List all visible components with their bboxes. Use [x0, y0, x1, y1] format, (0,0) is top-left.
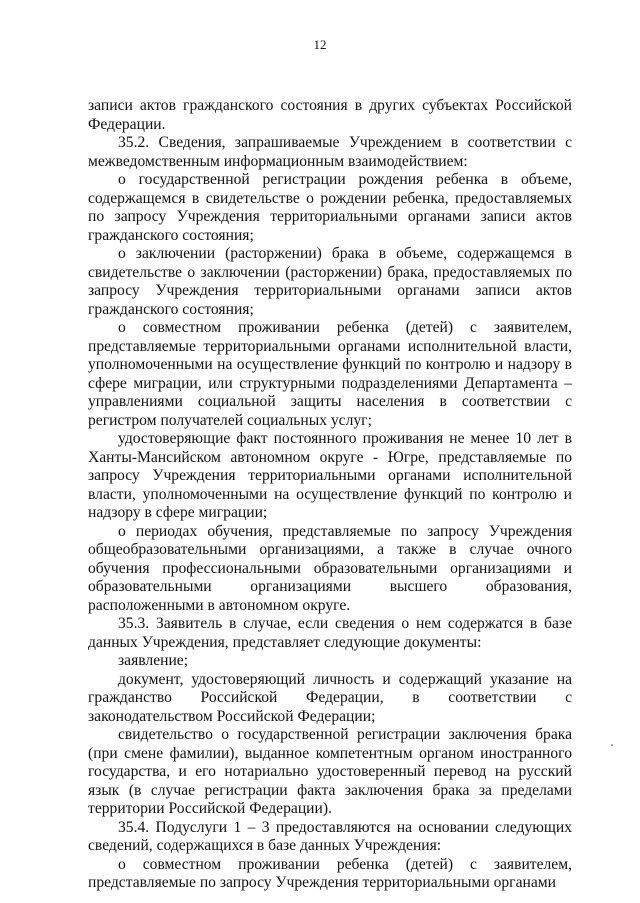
- page-number: 12: [313, 37, 327, 52]
- list-item-paragraph: о заключении (расторжении) брака в объеме, содержащемся в свидетельстве о заключении (расторжении) брака, предоставляемых по запросу Учреждения территориальными органами записи актов гражданского состояния;: [88, 245, 572, 318]
- list-item-paragraph: заявление;: [118, 652, 189, 669]
- document-body: [88, 97, 572, 893]
- list-item-paragraph: о совместном проживании ребенка (детей) с заявителем, представляемые территориальными органами исполнительной власти, уполномоченными на осуществление функций по контролю и надзору в сфере миграции, или структурными подразделениями Департамента – управлениями социальной защиты населения в соответствии с регистром получателей социальных услуг;: [88, 319, 572, 429]
- list-item-paragraph: о периодах обучения, представляемые по запросу Учреждения общеобразовательными организациями, а также в случае очного обучения профессиональными образовательными организациями и образовательными организациями высшего образования, расположенными в автономном округе.: [88, 522, 572, 614]
- paragraph-35-3: 35.3. Заявитель в случае, если сведения о нем содержатся в базе данных Учреждения, представляет следующие документы:: [88, 615, 572, 651]
- paragraph-35-4: 35.4. Подуслуги 1 – 3 предоставляются на основании следующих сведений, содержащихся в базе данных Учреждения:: [88, 818, 572, 854]
- scan-speck: [611, 744, 613, 746]
- list-item-paragraph: свидетельство о государственной регистрации заключения брака (при смене фамилии), выданное компетентным органом иностранного государства, и его нотариально удостоверенный перевод на русский язык (в случае регистрации факта заключения брака за пределами территории Российской Федерации).: [88, 726, 572, 817]
- list-item-paragraph: о государственной регистрации рождения ребенка в объеме, содержащемся в свидетельстве о рождении ребенка, предоставляемых по запросу Учреждения территориальными органами записи актов гражданского состояния;: [88, 171, 572, 244]
- list-item-paragraph: документ, удостоверяющий личность и содержащий указание на гражданство Российской Федерации, в соответствии с законодательством Российской Федерации;: [88, 670, 572, 725]
- list-item-paragraph: о совместном проживании ребенка (детей) с заявителем, представляемые по запросу Учреждения территориальными органами: [88, 855, 572, 891]
- list-item-paragraph: удостоверяющие факт постоянного проживания не менее 10 лет в Ханты-Мансийском автономном округе - Югре, представляемые по запросу Учреждения территориальными органами исполнительной власти, уполномоченными на осуществление функций по контролю и надзору в сфере миграции;: [88, 430, 572, 521]
- paragraph-35-2: 35.2. Сведения, запрашиваемые Учреждением в соответствии с межведомственным информационным взаимодействием:: [88, 134, 572, 170]
- paragraph: записи актов гражданского состояния в других субъектах Российской Федерации.: [88, 97, 572, 133]
